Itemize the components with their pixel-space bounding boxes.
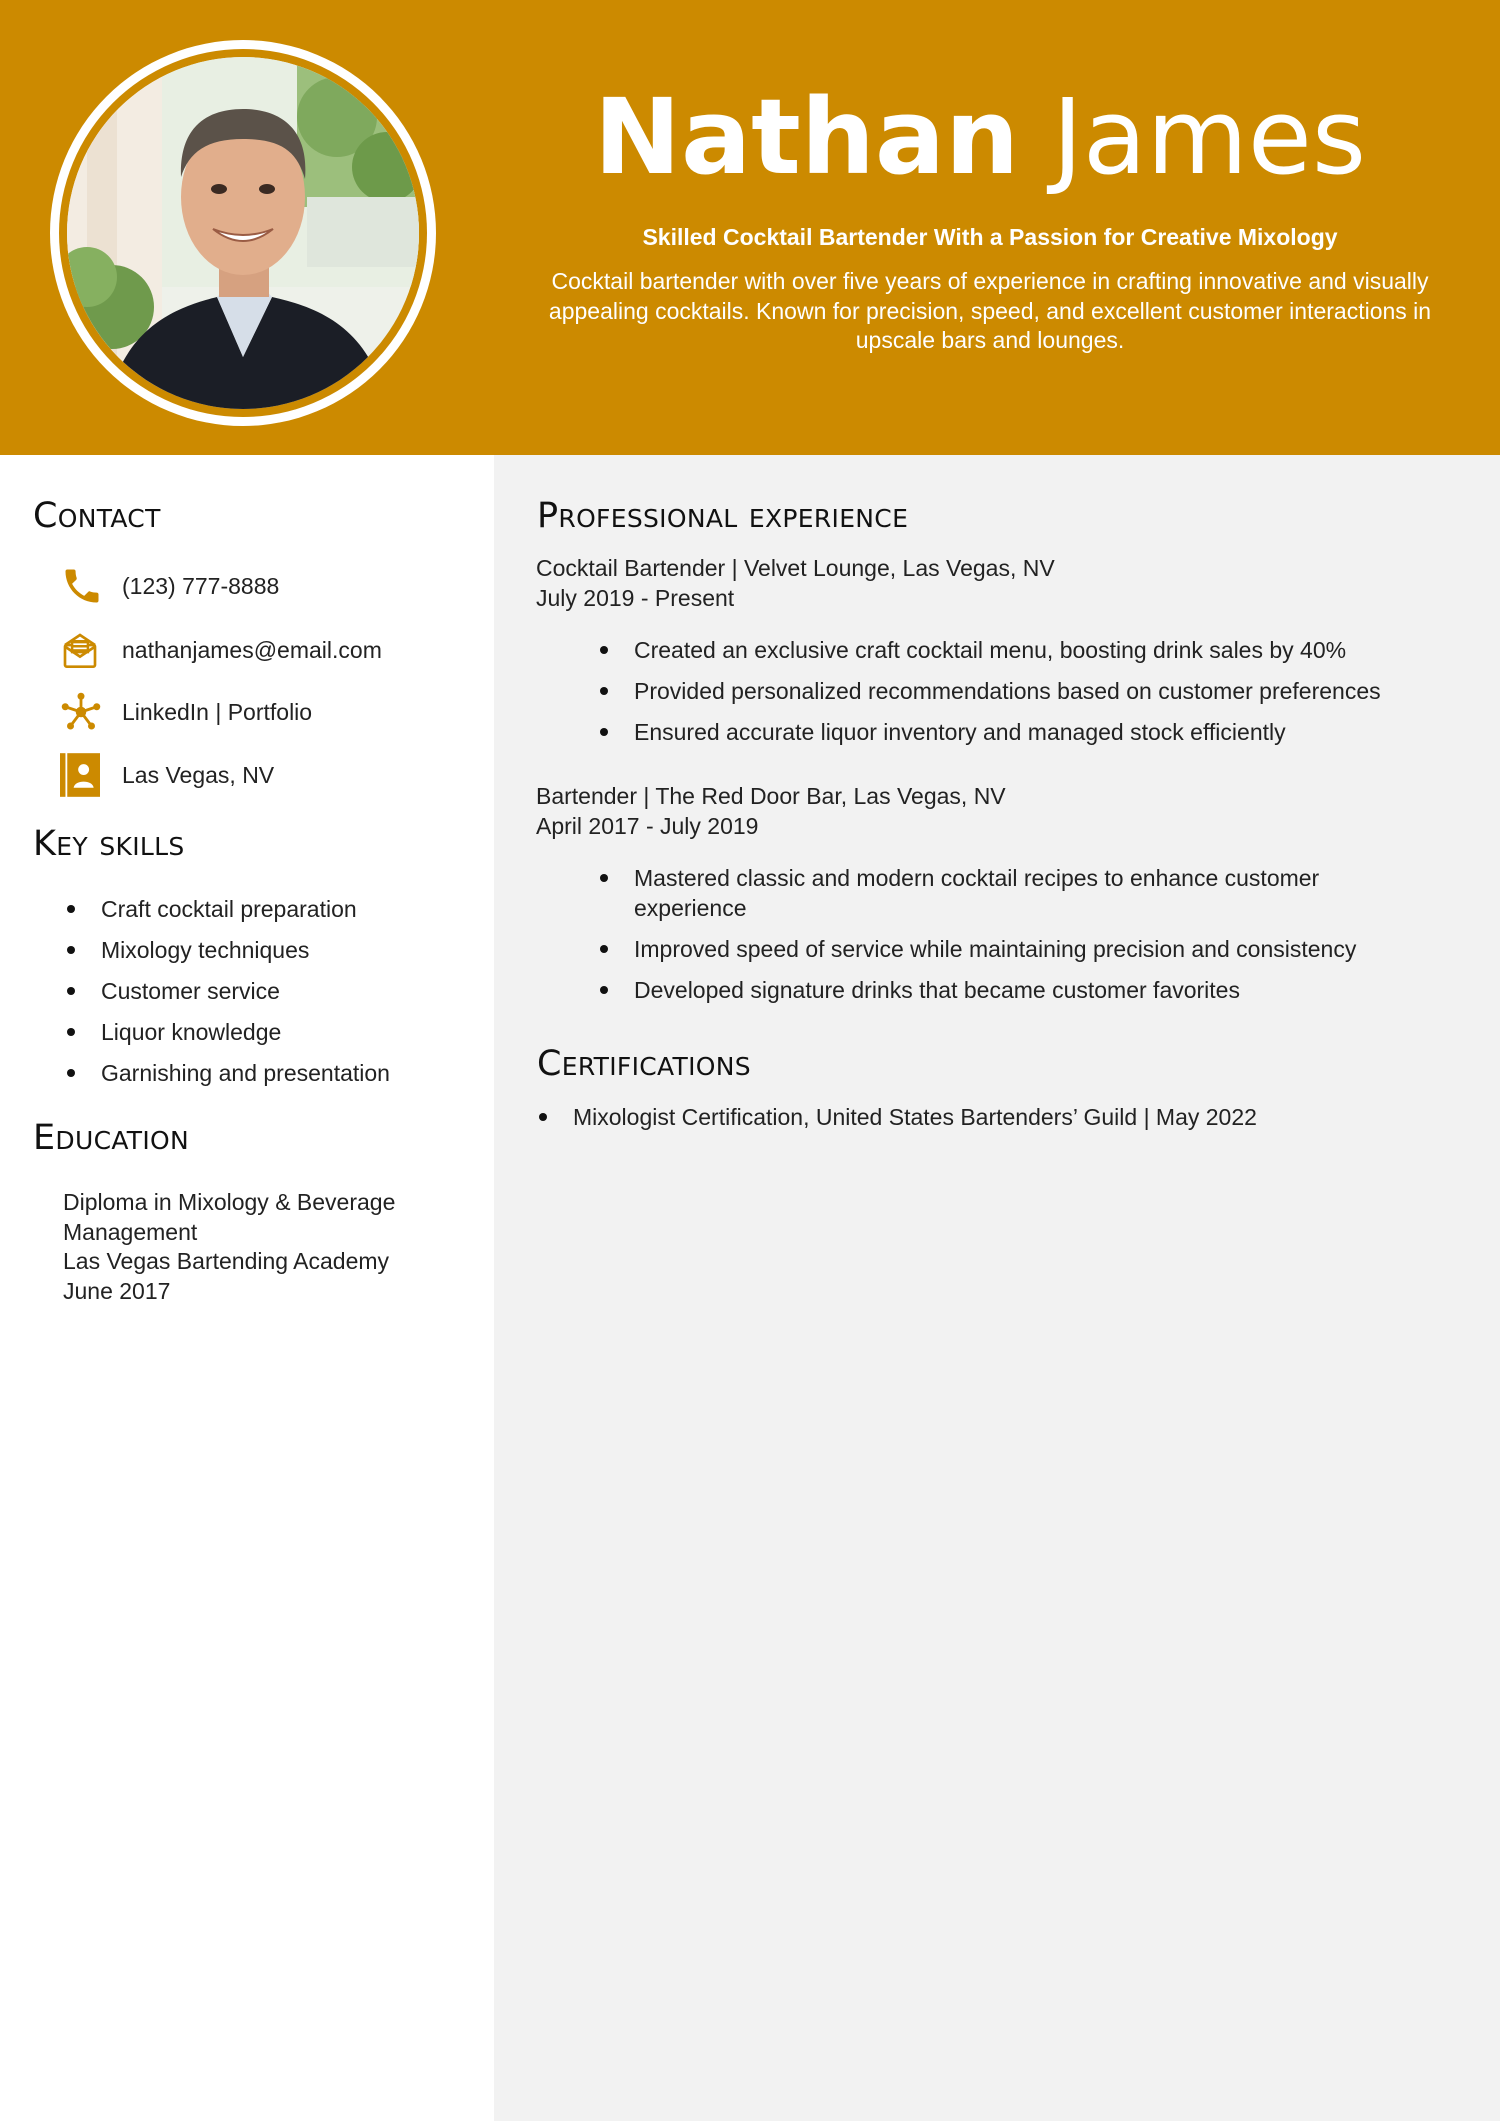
- job-bullet: Mastered classic and modern cocktail recipes to enhance customer experience: [634, 863, 1424, 923]
- job-role: Bartender | The Red Door Bar, Las Vegas, NV: [536, 783, 1006, 809]
- job-bullet: Provided personalized recommendations based on customer preferences: [634, 676, 1454, 706]
- contact-card-icon: [60, 753, 106, 797]
- summary: Cocktail bartender with over five years of experience in crafting innovative and visually appealing cocktails. Known for precision, speed, and excellent customer interactions in upscale bars and lounges.: [548, 268, 1432, 353]
- profile-photo: [67, 57, 419, 409]
- skill-item: Craft cocktail preparation: [101, 894, 461, 924]
- skill-item: Liquor knowledge: [101, 1017, 461, 1047]
- job-role: Cocktail Bartender | Velvet Lounge, Las Vegas, NV: [536, 555, 1055, 581]
- job-bullet: Developed signature drinks that became customer favorites: [634, 975, 1424, 1005]
- certification-item: Mixologist Certification, United States Bartenders’ Guild | May 2022: [573, 1102, 1453, 1132]
- job-dates: April 2017 - July 2019: [536, 812, 759, 839]
- contact-heading: Contact: [33, 496, 161, 536]
- contact-email: [60, 628, 382, 672]
- mail-icon: [60, 628, 106, 672]
- experience-heading: Professional experience: [537, 496, 909, 536]
- contact-location: [60, 753, 274, 797]
- headline: Skilled Cocktail Bartender With a Passion for Creative Mixology: [642, 224, 1338, 250]
- job-bullets: [634, 863, 1424, 1005]
- skill-item: Customer service: [101, 976, 461, 1006]
- phone-icon: [60, 564, 106, 608]
- last-name: James: [1052, 76, 1367, 198]
- education-degree: Diploma in Mixology & Beverage Management: [63, 1189, 396, 1245]
- certifications-heading: Certifications: [537, 1044, 751, 1084]
- skills-heading: Key skills: [33, 824, 185, 864]
- job-bullet: Ensured accurate liquor inventory and managed stock efficiently: [634, 717, 1454, 747]
- resume-header: [0, 0, 1500, 455]
- education-heading: Education: [33, 1118, 190, 1158]
- contact-text: nathanjames@email.com: [122, 636, 382, 663]
- contact-links: [60, 690, 312, 734]
- education-school: Las Vegas Bartending Academy: [63, 1248, 390, 1274]
- contact-phone: [60, 564, 279, 608]
- skill-item: Garnishing and presentation: [101, 1058, 461, 1088]
- job-dates: July 2019 - Present: [536, 584, 735, 611]
- certifications-list: [573, 1102, 1453, 1132]
- skill-item: Mixology techniques: [101, 935, 461, 965]
- profile-photo-frame: [50, 40, 436, 426]
- job-bullet: Created an exclusive craft cocktail menu, boosting drink sales by 40%: [634, 635, 1454, 665]
- education-entry: [63, 1188, 443, 1306]
- education-date: June 2017: [63, 1277, 171, 1304]
- skills-list: [101, 894, 461, 1088]
- contact-text: Las Vegas, NV: [122, 761, 275, 788]
- network-icon: [60, 690, 106, 734]
- contact-text: LinkedIn | Portfolio: [122, 698, 313, 725]
- job-header: [536, 554, 1436, 613]
- candidate-name: [560, 78, 1400, 198]
- job-bullets: [634, 635, 1454, 747]
- job-bullet: Improved speed of service while maintaining precision and consistency: [634, 934, 1424, 964]
- job-header: [536, 782, 1436, 841]
- contact-text: (123) 777-8888: [122, 572, 280, 599]
- first-name: Nathan: [593, 76, 1020, 198]
